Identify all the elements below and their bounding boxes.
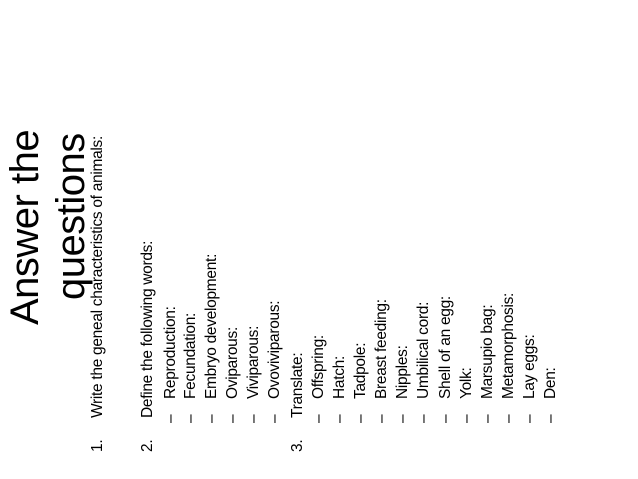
question-1 [89,136,107,452]
dash-bullet: – [542,414,559,423]
list-item-text: Lay eggs: [521,334,538,399]
list-item-text: Breast feeding: [373,299,390,399]
list-item-text: Ovoviviparous: [266,300,283,399]
list-item [437,296,455,423]
question-text: Define the following words: [139,240,156,418]
list-item-text: Umbilical cord: [415,301,432,399]
list-item-text: Shell of an egg: [437,296,454,399]
list-item [394,345,412,423]
list-item [245,326,263,423]
dash-bullet: – [500,414,517,423]
question-2 [139,241,157,452]
dash-bullet: – [162,414,179,423]
list-item-text: Viviparous: [245,325,262,399]
dash-bullet: – [182,414,199,423]
dash-bullet: – [415,414,432,423]
dash-bullet: – [479,414,496,423]
dash-bullet: – [245,414,262,423]
list-item-text: Yolk: [458,367,475,399]
slide-title-line-2: questions [49,133,93,300]
list-item-text: Den: [542,367,559,399]
list-item-text: Reproduction: [162,306,179,399]
question-text: Write the geneal characteristics of animals: [89,135,106,418]
list-item-text: Embryo development: [203,253,220,399]
list-item [479,305,497,423]
dash-bullet: – [458,414,475,423]
list-item [310,335,328,423]
dash-bullet: – [331,414,348,423]
list-item-text: Tadpole: [352,342,369,399]
question-3 [289,353,307,452]
list-item [458,367,476,423]
dash-bullet: – [266,414,283,423]
dash-bullet: – [437,414,454,423]
list-item [521,334,539,423]
list-item-text: Metamorphosis: [500,292,517,399]
list-item-text: Marsupio bag: [479,304,496,399]
dash-bullet: – [373,414,390,423]
dash-bullet: – [203,414,220,423]
dash-bullet: – [352,414,369,423]
list-item-text: Hatch: [331,356,348,399]
list-item [331,356,349,423]
list-item [224,327,242,423]
list-item [352,343,370,423]
list-item [182,313,200,423]
question-number: 1. [89,439,106,452]
question-number: 2. [139,439,156,452]
dash-bullet: – [224,414,241,423]
list-item-text: Nipples: [394,345,411,399]
dash-bullet: – [310,414,327,423]
question-number: 3. [289,439,306,452]
list-item-text: Offspring: [310,335,327,399]
list-item-text: Oviparous: [224,327,241,399]
list-item [203,254,221,423]
list-item [500,293,518,423]
list-item [373,299,391,423]
list-item [266,301,284,423]
dash-bullet: – [394,414,411,423]
slide-title-line-1: Answer the [3,129,47,325]
list-item-text: Fecundation: [182,312,199,399]
list-item [415,302,433,423]
question-text: Translate: [289,352,306,418]
list-item [162,306,180,423]
dash-bullet: – [521,414,538,423]
list-item [542,367,560,423]
